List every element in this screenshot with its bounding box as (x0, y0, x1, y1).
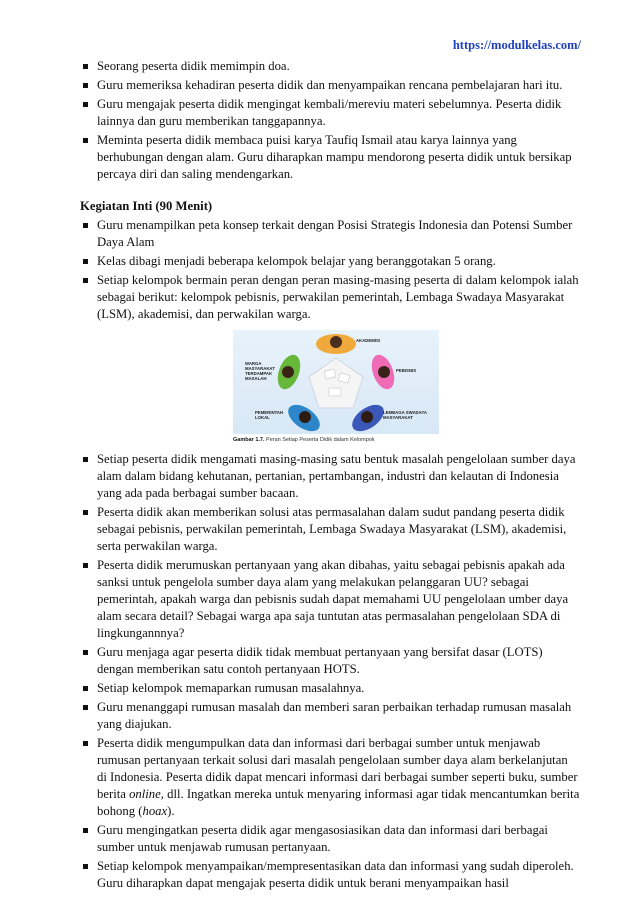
role-illustration (233, 330, 439, 434)
figure-caption (233, 437, 375, 444)
list-item: Guru menanggapi rumusan masalah dan memberi saran perbaikan terhadap rumusan masalah yang diajukan. (80, 699, 580, 733)
label-pemerintah: PEMERINTAH LOKAL (255, 410, 284, 420)
label-pebisnis: PEBISNIS (396, 368, 417, 373)
core-list-b (80, 451, 580, 892)
list-item: Guru mengajak peserta didik mengingat kembali/mereviu materi sebelumnya. Peserta didik lainnya dan guru memberikan tanggapannya. (80, 96, 580, 130)
list-item: Setiap kelompok bermain peran dengan peran masing-masing peserta di dalam kelompok ialah sebagai berikut: kelompok pebisnis, perwakilan pemerintah, Lembaga Swadaya Masyarakat (LSM), akademisi, dan perwakilan warga. (80, 272, 580, 323)
person-pebisnis (367, 352, 398, 393)
list-item: Peserta didik mengumpulkan data dan informasi dari berbagai sumber untuk menjawab rumusan pertanyaan terkait solusi dari masalah pengelolaan sumber daya alam berkelanjutan di Indonesia. Peserta didik dapat mencari informasi dari berbagai sumber seperti buku, sumber berita online, dll. Ingatkan mereka untuk menyaring informasi agar tidak mencantumkan berita bohong (hoax). (80, 735, 580, 820)
label-lsm: LEMBAGA SWADAYA MASYARAKAT (383, 410, 427, 420)
list-item: Setiap kelompok memaparkan rumusan masalahnya. (80, 680, 580, 697)
label-warga: WARGA MASYARAKAT TERDAMPAK MASALAH (245, 361, 275, 381)
person-akademisi (316, 334, 356, 354)
list-item: Peserta didik akan memberikan solusi atas permasalahan dalam sudut pandang peserta didik sebagai pebisnis, perwakilan pemerintah, Lembaga Swadaya Masyarakat (LSM), akademisi, serta perwakilan warga. (80, 504, 580, 555)
list-item: Kelas dibagi menjadi beberapa kelompok belajar yang beranggotakan 5 orang. (80, 253, 580, 270)
list-item: Setiap peserta didik mengamati masing-masing satu bentuk masalah pengelolaan sumber daya alam dalam bidang kehutanan, pertanian, pertambangan, industri dan kelautan di Indonesia yang ada pada berbagai sumber bacaan. (80, 451, 580, 502)
core-list-a (80, 217, 580, 323)
caption-number: Gambar 1.7. (233, 437, 265, 443)
list-item: Guru menampilkan peta konsep terkait dengan Posisi Strategis Indonesia dan Potensi Sumber Daya Alam (80, 217, 580, 251)
section-title: Kegiatan Inti (90 Menit) (80, 199, 213, 213)
list-item: Guru mengingatkan peserta didik agar mengasosiasikan data dan informasi dari berbagai sumber untuk menjawab rumusan pertanyaan. (80, 822, 580, 856)
role-figure (233, 330, 439, 448)
list-item: Meminta peserta didik membaca puisi karya Taufiq Ismail atau karya lainnya yang berhubungan dengan alam. Guru diharapkan mampu mendorong peserta didik untuk bersikap percaya diri dan saling mendengarkan. (80, 132, 580, 183)
group-table (309, 358, 363, 408)
label-akademisi: AKADEMISI (356, 338, 381, 343)
caption-text: Peran Setiap Peserta Didik dalam Kelompok (266, 437, 375, 443)
list-item: Guru menjaga agar peserta didik tidak membuat pertanyaan yang bersifat dasar (LOTS) dengan memberikan satu contoh pertanyaan HOTS. (80, 644, 580, 678)
list-item: Peserta didik merumuskan pertanyaan yang akan dibahas, yaitu sebagai pebisnis apakah ada sanksi untuk pengelola sumber daya alam yang melakukan pelanggaran UU? sebagai pemerintah, apakah warga dan pebisnis sudah dapat memahami UU pengelolaan umber daya alam secara detail? Sebagai warga apa saja tuntutan atas permasalahan pengelolaan SDA di lingkungannnya? (80, 557, 580, 642)
list-item: Guru memeriksa kehadiran peserta didik dan menyampaikan rencana pembelajaran hari itu. (80, 77, 580, 94)
document-body (80, 58, 580, 894)
list-item: Setiap kelompok menyampaikan/mempresentasikan data dan informasi yang sudah diperoleh. Guru diharapkan dapat mengajak peserta didik untuk berani menyampaikan hasil (80, 858, 580, 892)
list-item: Seorang peserta didik memimpin doa. (80, 58, 580, 75)
intro-list (80, 58, 580, 183)
page-url[interactable]: https://modulkelas.com/ (452, 38, 581, 52)
